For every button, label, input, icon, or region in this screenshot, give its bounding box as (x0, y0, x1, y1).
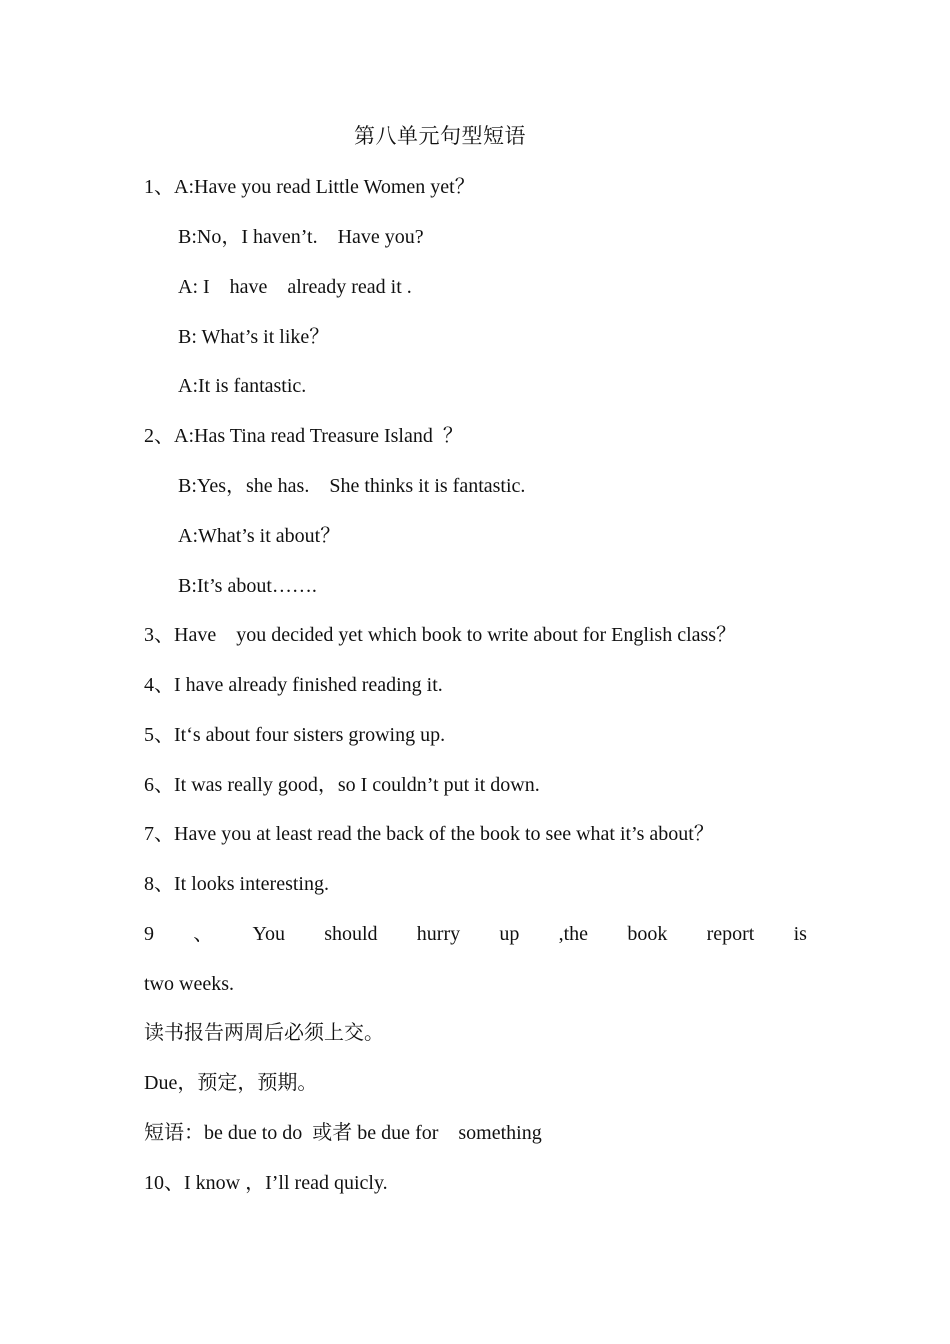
sentence-2-followup: A:What’s it about？ (178, 525, 341, 547)
sentence-1-answer: B:No，I haven’t. Have you? (178, 226, 424, 248)
sentence-9-word: book (627, 923, 668, 945)
sentence-9-word: up (499, 923, 520, 945)
sentence-9-word: ,the (558, 923, 589, 945)
sentence-9-word: is (793, 923, 807, 945)
sentence-9-continuation: two weeks. (144, 973, 234, 995)
sentence-1-response: A:It is fantastic. (178, 375, 307, 397)
sentence-4: 4、I have already finished reading it. (144, 674, 443, 696)
vocabulary-due: Due，预定，预期。 (144, 1072, 318, 1094)
sentence-6: 6、It was really good，so I couldn’t put it down. (144, 774, 540, 796)
sentence-9-word: You (252, 923, 285, 945)
sentence-9-word: hurry (416, 923, 461, 945)
sentence-9-word: 9 (144, 923, 154, 945)
sentence-2-question: 2、A:Has Tina read Treasure Island ？ (144, 425, 463, 447)
sentence-9-word: report (706, 923, 755, 945)
sentence-9-word: 、 (193, 923, 214, 945)
sentence-2-answer: B:Yes，she has. She thinks it is fantastic. (178, 475, 526, 497)
sentence-3: 3、Have you decided yet which book to write about for English class？ (144, 624, 737, 646)
chinese-translation: 读书报告两周后必须上交。 (144, 1022, 384, 1044)
sentence-9-word: should (324, 923, 378, 945)
sentence-10: 10、I know ，I’ll read quicly. (144, 1172, 388, 1194)
sentence-1-followup: B: What’s it like？ (178, 326, 330, 348)
sentence-7: 7、Have you at least read the back of the book to see what it’s about？ (144, 823, 714, 845)
sentence-5: 5、It‘s about four sisters growing up. (144, 724, 446, 746)
sentence-1-reply: A: I have already read it . (178, 276, 412, 298)
sentence-9 (144, 921, 807, 947)
sentence-8: 8、It looks interesting. (144, 873, 329, 895)
sentence-2-response: B:It’s about……. (178, 575, 317, 597)
phrase-note: 短语：be due to do 或者 be due for something (144, 1122, 542, 1144)
page-title: 第八单元句型短语 (354, 124, 526, 148)
sentence-1-question: 1、A:Have you read Little Women yet？ (144, 176, 475, 198)
